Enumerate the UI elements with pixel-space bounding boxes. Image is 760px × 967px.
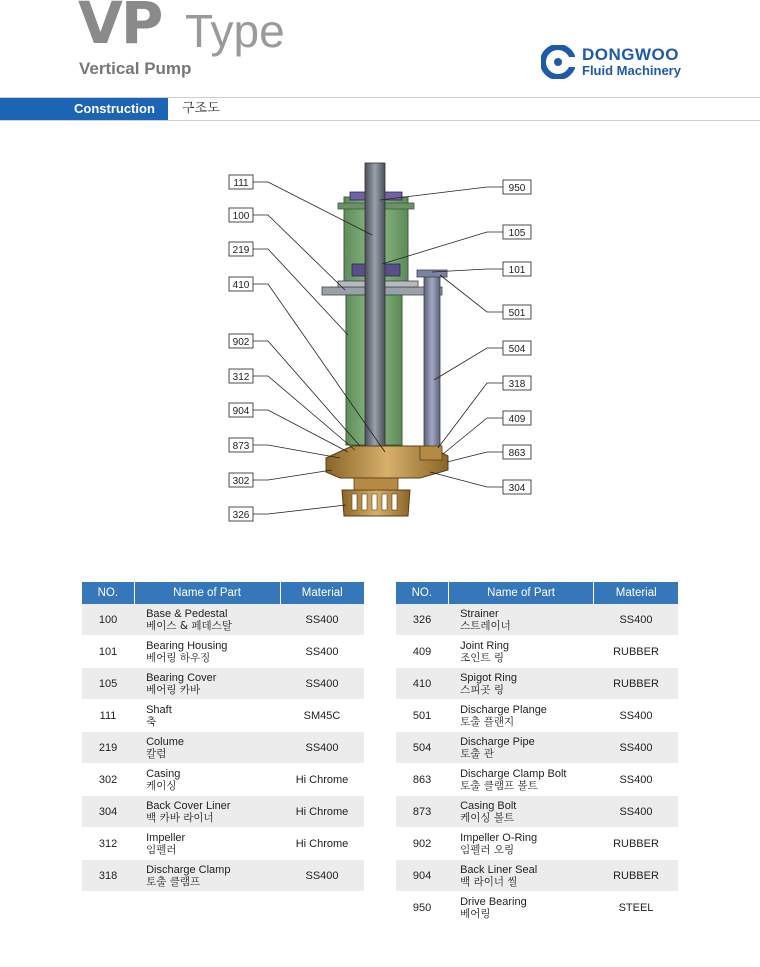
parts-table-left <box>82 582 364 892</box>
svg-text:410: 410 <box>232 280 250 291</box>
table-row: 304 Back Cover Liner 백 카바 라이너 Hi Chrome <box>82 796 364 828</box>
parts-table-right <box>396 582 678 924</box>
table-row: 105 Bearing Cover 베어링 카바 SS400 <box>82 668 364 700</box>
subtitle: Vertical Pump <box>79 59 192 78</box>
header-name: Name of Part <box>448 582 594 604</box>
callout-904 <box>229 403 253 417</box>
svg-text:111: 111 <box>233 178 249 189</box>
table-row: 101 Bearing Housing 베어링 하우징 SS400 <box>82 636 364 668</box>
callout-863 <box>503 445 531 459</box>
callout-326 <box>229 507 253 521</box>
callout-101 <box>503 262 531 276</box>
table-row: 904 Back Liner Seal 백 라이너 씰 RUBBER <box>396 860 678 892</box>
callout-312 <box>229 369 253 383</box>
svg-text:873: 873 <box>232 441 250 452</box>
logo-line-2: Fluid Machinery <box>582 63 681 79</box>
header-material: Material <box>280 582 364 604</box>
table-row: 501 Discharge Plange 토출 플랜지 SS400 <box>396 700 678 732</box>
header-no: NO. <box>396 582 448 604</box>
table-row: 302 Casing 케이싱 Hi Chrome <box>82 764 364 796</box>
table-row: 318 Discharge Clamp 토출 클램프 SS400 <box>82 860 364 892</box>
callout-304 <box>503 480 531 494</box>
callout-501 <box>503 305 531 319</box>
svg-text:302: 302 <box>232 476 250 487</box>
callout-302 <box>229 473 253 487</box>
callout-219 <box>229 242 253 256</box>
table-row: 504 Discharge Pipe 토출 관 SS400 <box>396 732 678 764</box>
callout-504 <box>503 341 531 355</box>
table-row: 902 Impeller O-Ring 임펠러 오링 RUBBER <box>396 828 678 860</box>
header-no: NO. <box>82 582 134 604</box>
section-label-ko: 구조도 <box>182 101 220 116</box>
svg-text:318: 318 <box>508 379 526 390</box>
svg-text:501: 501 <box>508 308 526 319</box>
svg-text:950: 950 <box>508 183 526 194</box>
header-name: Name of Part <box>134 582 280 604</box>
table-row: 219 Colume 칼럼 SS400 <box>82 732 364 764</box>
svg-text:100: 100 <box>232 211 250 222</box>
logo-line-1: DONGWOO <box>582 45 679 65</box>
callout-873 <box>229 438 253 452</box>
title-type: Type <box>185 5 285 57</box>
svg-text:312: 312 <box>232 372 250 383</box>
svg-text:409: 409 <box>508 414 526 425</box>
svg-text:105: 105 <box>508 228 526 239</box>
callout-950 <box>503 180 531 194</box>
pump-body <box>322 163 448 516</box>
table-row: 873 Casing Bolt 케이싱 볼트 SS400 <box>396 796 678 828</box>
table-row: 312 Impeller 임펠러 Hi Chrome <box>82 828 364 860</box>
table-row: 950 Drive Bearing 베어링 STEEL <box>396 892 678 924</box>
svg-text:304: 304 <box>508 483 526 494</box>
svg-text:326: 326 <box>232 510 250 521</box>
svg-text:504: 504 <box>508 344 526 355</box>
svg-text:904: 904 <box>232 406 250 417</box>
table-row: 863 Discharge Clamp Bolt 토출 클램프 볼트 SS400 <box>396 764 678 796</box>
table-row: 100 Base & Pedestal 베이스 & 페데스탈 SS400 <box>82 604 364 636</box>
table-row: 111 Shaft 축 SM45C <box>82 700 364 732</box>
svg-text:902: 902 <box>232 337 250 348</box>
table-row: 409 Joint Ring 조인트 링 RUBBER <box>396 636 678 668</box>
svg-text:863: 863 <box>508 448 526 459</box>
header-material: Material <box>594 582 678 604</box>
title-vp: VP <box>78 0 162 57</box>
table-row: 410 Spigot Ring 스피곳 링 RUBBER <box>396 668 678 700</box>
callout-111 <box>229 175 253 189</box>
callout-410 <box>229 277 253 291</box>
callout-100 <box>229 208 253 222</box>
callout-902 <box>229 334 253 348</box>
svg-text:101: 101 <box>508 265 526 276</box>
section-label-en: Construction <box>0 98 168 120</box>
table-row: 326 Strainer 스트레이너 SS400 <box>396 604 678 636</box>
svg-text:219: 219 <box>232 245 250 256</box>
callout-105 <box>503 225 531 239</box>
callout-409 <box>503 411 531 425</box>
callout-318 <box>503 376 531 390</box>
